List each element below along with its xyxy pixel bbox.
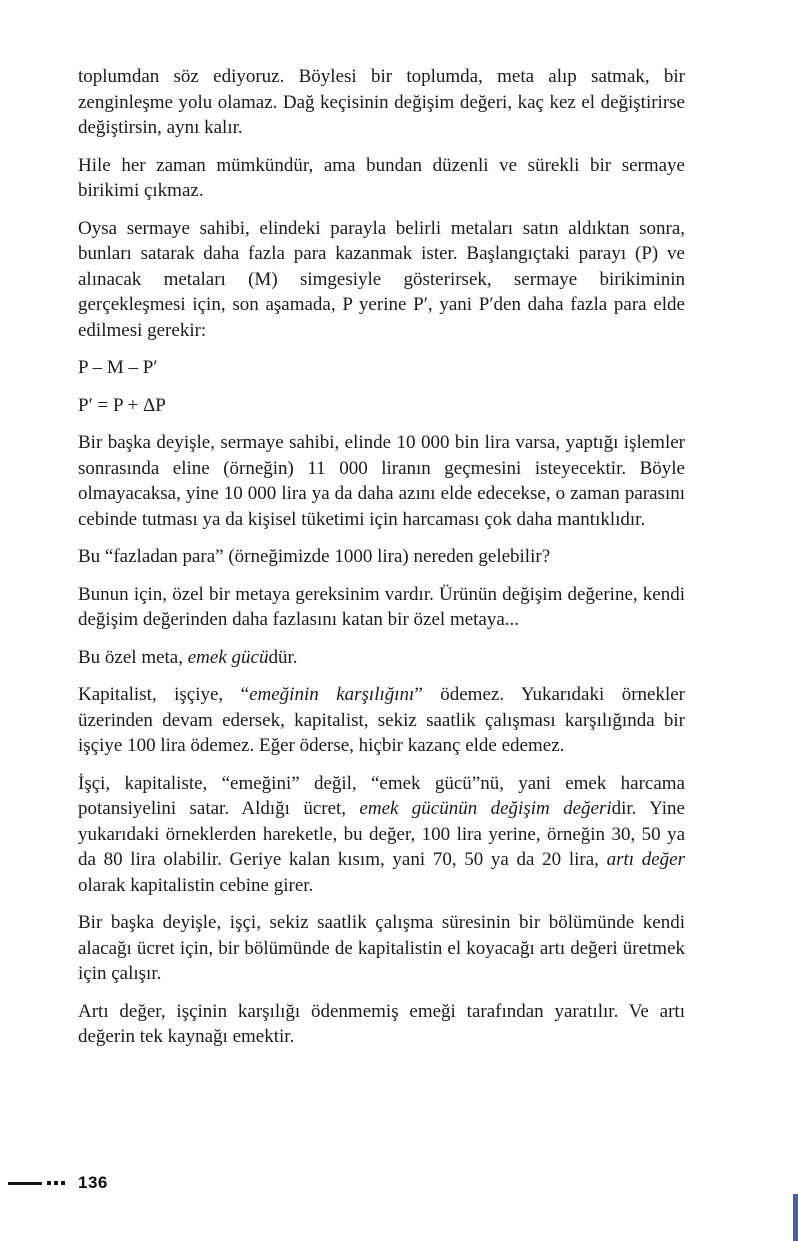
- text-run: toplumdan söz ediyoruz. Böylesi bir toplumda, meta alıp satmak, bir zenginleşme yolu olamaz. Dağ keçisinin değişim değeri, kaç kez el değiştirirse değiştirsin, aynı kalır.: [78, 66, 685, 138]
- paragraph: [78, 430, 685, 532]
- paragraph: [78, 645, 685, 671]
- text-run: Bunun için, özel bir metaya gereksinim vardır. Ürünün değişim değerine, kendi değişim değerinden daha fazlasını katan bir özel metaya...: [78, 583, 685, 630]
- text-run: dür.: [268, 646, 298, 668]
- text-run: Artı değer, işçinin karşılığı ödenmemiş emeği tarafından yaratılır. Ve artı değerin tek kaynağı emektir.: [78, 1000, 685, 1047]
- paragraph: [78, 544, 685, 570]
- paragraph: [78, 999, 685, 1050]
- page-footer: [0, 1172, 798, 1194]
- page-number: 136: [78, 1173, 108, 1192]
- formula-line: [78, 393, 685, 419]
- text-run: Bir başka deyişle, işçi, sekiz saatlik çalışma süresinin bir bölümünde kendi alacağı ücret için, bir bölümünde de kapitalistin el koyacağı artı değeri üretmek için çalışır.: [78, 912, 685, 984]
- emphasis-text: emek gücü: [187, 646, 269, 668]
- paragraph: [78, 153, 685, 204]
- emphasis-text: emeğinin karşılığını: [249, 684, 415, 705]
- text-run: olarak kapitalistin cebine girer.: [78, 874, 314, 896]
- text-run: P′ = P + ΔP: [78, 394, 166, 416]
- paragraph: [78, 216, 685, 344]
- paragraph: [78, 682, 685, 759]
- text-run: dir. Yine yukarıdaki örneklerden hareketle, bu değer, 100 lira yerine, örneğin 30, 50 ya da 80 lira olabilir. Geriye kalan kısım, yani 70, 50 ya da 20 lira,: [78, 798, 685, 870]
- text-run: Hile her zaman mümkündür, ama bundan düzenli ve sürekli bir sermaye birikimi çıkmaz.: [78, 154, 685, 201]
- paragraph: [78, 910, 685, 987]
- text-run: Kapitalist, işçiye, “: [78, 684, 250, 705]
- text-run: ” ödemez. Yukarıdaki örnekler üzerinden devam edersek, kapitalist, sekiz saatlik çalışması karşılığında bir işçiye 100 lira ödemez. Eğer öderse, hiçbir kazanç elde edemez.: [78, 684, 685, 756]
- paragraph: [78, 582, 685, 633]
- text-run: Oysa sermaye sahibi, elindeki parayla belirli metaları satın aldıktan sonra, bunları satarak daha fazla para kazanmak ister. Başlangıçtaki parayı (P) ve alınacak metaları (M) simgesiyle gösterirsek, sermaye birikiminin gerçekleşmesi için, son aşamada, P yerine P′, yani P′den daha fazla para elde edilmesi gerekir:: [78, 217, 685, 341]
- paragraph: [78, 64, 685, 141]
- text-run: Bu “fazladan para” (örneğimizde 1000 lira) nereden gelebilir?: [78, 546, 551, 567]
- paragraph: [78, 771, 685, 899]
- formula-line: [78, 355, 685, 381]
- dash-dots-ornament-icon: [47, 1181, 65, 1185]
- emphasis-text: emek gücünün değişim değeri: [359, 798, 612, 819]
- footer-rule: [8, 1182, 42, 1185]
- text-run: P – M – P′: [78, 357, 158, 378]
- text-run: Bir başka deyişle, sermaye sahibi, elinde 10 000 bin lira varsa, yaptığı işlemler sonrasında eline (örneğin) 11 000 liranın geçmesini isteyecektir. Böyle olmayacaksa, yine 10 000 lira ya da daha azını elde edecekse, o zaman parasını cebinde tutması ya da kişisel tüketimi için harcaması çok daha mantıklıdır.: [78, 432, 685, 530]
- text-run: Bu özel meta,: [78, 646, 188, 668]
- text-run: İşçi, kapitaliste, “emeğini” değil, “emek gücü”nü, yani emek harcama potansiyelini satar. Aldığı ücret,: [78, 772, 685, 819]
- emphasis-text: artı değer: [606, 849, 686, 870]
- page-text: [78, 64, 685, 1062]
- page-edge-mark: [793, 1194, 798, 1241]
